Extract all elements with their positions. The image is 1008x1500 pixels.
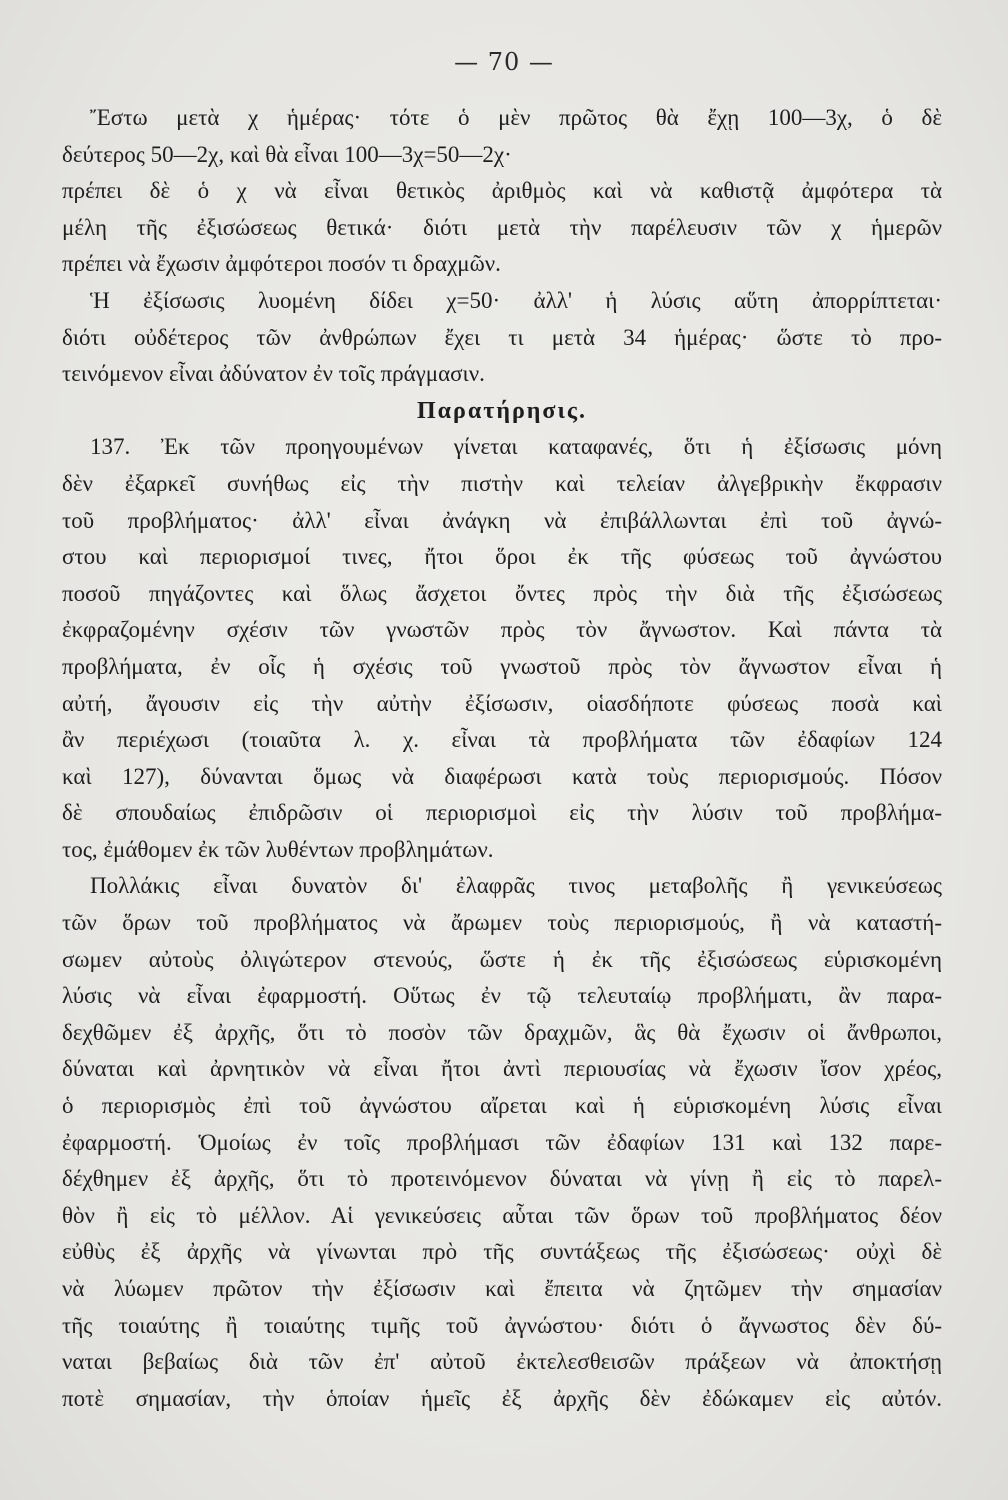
- text-line: λύσις νὰ εἶναι ἐφαρμοστή. Οὕτως ἐν τῷ τελευταίῳ προβλήματι, ἂν παρα-: [62, 983, 942, 1009]
- text-line: ποτὲ σημασίαν, τὴν ὁποίαν ἡμεῖς ἐξ ἀρχῆς δὲν ἐδώκαμεν εἰς αὐτόν.: [62, 1385, 942, 1411]
- text-line: προβλήματα, ἐν οἷς ἡ σχέσις τοῦ γνωστοῦ πρὸς τὸν ἄγνωστον εἶναι ἡ: [62, 653, 942, 679]
- text-line: δύναται καὶ ἀρνητικὸν νὰ εἶναι ἤτοι ἀντὶ περιουσίας νὰ ἔχωσιν ἴσον χρέος,: [62, 1056, 942, 1082]
- text-line: θὸν ἢ εἰς τὸ μέλλον. Αἱ γενικεύσεις αὗται τῶν ὅρων τοῦ προβλήματος δέον: [62, 1202, 942, 1228]
- text-line: ἐκφραζομένην σχέσιν τῶν γνωστῶν πρὸς τὸν ἄγνωστον. Καὶ πάντα τὰ: [62, 617, 942, 643]
- text-line: μέλη τῆς ἐξισώσεως θετικά· διότι μετὰ τὴν παρέλευσιν τῶν χ ἡμερῶν: [62, 214, 942, 240]
- text-line: 137. Ἐκ τῶν προηγουμένων γίνεται καταφανές, ὅτι ἡ ἐξίσωσις μόνη: [90, 434, 942, 460]
- text-line: τοῦ προβλήματος· ἀλλ' εἶναι ἀνάγκη νὰ ἐπιβάλλωνται ἐπὶ τοῦ ἀγνώ-: [62, 507, 942, 533]
- text-line: δὲν ἐξαρκεῖ συνήθως εἰς τὴν πιστὴν καὶ τελείαν ἀλγεβρικὴν ἔκφρασιν: [62, 470, 942, 496]
- text-line: ἂν περιέχωσι (τοιαῦτα λ. χ. εἶναι τὰ προβλήματα τῶν ἐδαφίων 124: [62, 727, 942, 753]
- body-text: [62, 100, 942, 1417]
- text-line: τῆς τοιαύτης ἢ τοιαύτης τιμῆς τοῦ ἀγνώστου· διότι ὁ ἄγνωστος δὲν δύ-: [62, 1312, 942, 1338]
- text-line: δὲ σπουδαίως ἐπιδρῶσιν οἱ περιορισμοὶ εἰς τὴν λύσιν τοῦ προβλήμα-: [62, 800, 942, 826]
- text-line: διότι οὐδέτερος τῶν ἀνθρώπων ἔχει τι μετὰ 34 ἡμέρας· ὥστε τὸ προ-: [62, 324, 942, 350]
- text-line: Ἔστω μετὰ χ ἡμέρας· τότε ὁ μὲν πρῶτος θὰ ἔχῃ 100—3χ, ὁ δὲ: [90, 105, 942, 130]
- text-line: αὐτή, ἄγουσιν εἰς τὴν αὐτὴν ἐξίσωσιν, οἱασδήποτε φύσεως ποσὰ καὶ: [62, 690, 942, 716]
- text-line: στου καὶ περιορισμοί τινες, ἤτοι ὅροι ἐκ τῆς φύσεως τοῦ ἀγνώστου: [62, 544, 942, 570]
- text-line: τῶν ὅρων τοῦ προβλήματος νὰ ἄρωμεν τοὺς περιορισμούς, ἢ νὰ καταστή-: [62, 910, 942, 936]
- text-line: Πολλάκις εἶναι δυνατὸν δι' ἐλαφρᾶς τινος μεταβολῆς ἢ γενικεύσεως: [90, 873, 942, 899]
- text-line: τος, ἐμάθομεν ἐκ τῶν λυθέντων προβλημάτων.: [62, 836, 494, 862]
- text-line: δεύτερος 50—2χ, καὶ θὰ εἶναι 100—3χ=50—2χ·: [62, 141, 512, 167]
- text-line: Ἡ ἐξίσωσις λυομένη δίδει χ=50· ἀλλ' ἡ λύσις αὕτη ἀπορρίπτεται·: [90, 287, 942, 313]
- text-line: δεχθῶμεν ἐξ ἀρχῆς, ὅτι τὸ ποσὸν τῶν δραχμῶν, ἃς θὰ ἔχωσιν οἱ ἄνθρωποι,: [62, 1019, 942, 1045]
- text-line: σωμεν αὐτοὺς ὀλιγώτερον στενούς, ὥστε ἡ ἐκ τῆς ἐξισώσεως εὑρισκομένη: [62, 946, 942, 972]
- text-line: καὶ 127), δύνανται ὅμως νὰ διαφέρωσι κατὰ τοὺς περιορισμούς. Πόσον: [62, 763, 942, 789]
- text-line: ναται βεβαίως διὰ τῶν ἐπ' αὐτοῦ ἐκτελεσθεισῶν πράξεων νὰ ἀποκτήσῃ: [62, 1349, 942, 1375]
- text-line: ἐφαρμοστή. Ὁμοίως ἐν τοῖς προβλήμασι τῶν ἐδαφίων 131 καὶ 132 παρε-: [62, 1129, 942, 1155]
- text-line: ποσοῦ πηγάζοντες καὶ ὅλως ἄσχετοι ὄντες πρὸς τὴν διὰ τῆς ἐξισώσεως: [62, 580, 942, 606]
- section-heading: Παρατήρησις.: [416, 397, 588, 424]
- text-line: δέχθημεν ἐξ ἀρχῆς, ὅτι τὸ προτεινόμενον δύναται νὰ γίνῃ ἢ εἰς τὸ παρελ-: [62, 1166, 942, 1192]
- text-line: εὐθὺς ἐξ ἀρχῆς νὰ γίνωνται πρὸ τῆς συντάξεως τῆς ἐξισώσεως· οὐχὶ δὲ: [62, 1239, 942, 1265]
- text-line: ὁ περιορισμὸς ἐπὶ τοῦ ἀγνώστου αἴρεται καὶ ἡ εὑρισκομένη λύσις εἶναι: [62, 1093, 942, 1119]
- text-line: πρέπει δὲ ὁ χ νὰ εἶναι θετικὸς ἀριθμὸς καὶ νὰ καθιστᾷ ἀμφότερα τὰ: [62, 178, 942, 204]
- text-line: νὰ λύωμεν πρῶτον τὴν ἐξίσωσιν καὶ ἔπειτα νὰ ζητῶμεν τὴν σημασίαν: [62, 1276, 942, 1301]
- text-line: πρέπει νὰ ἔχωσιν ἀμφότεροι ποσόν τι δραχμῶν.: [62, 251, 501, 277]
- page-number: — 70 —: [454, 48, 554, 76]
- text-line: τεινόμενον εἶναι ἀδύνατον ἐν τοῖς πράγμασιν.: [62, 361, 485, 387]
